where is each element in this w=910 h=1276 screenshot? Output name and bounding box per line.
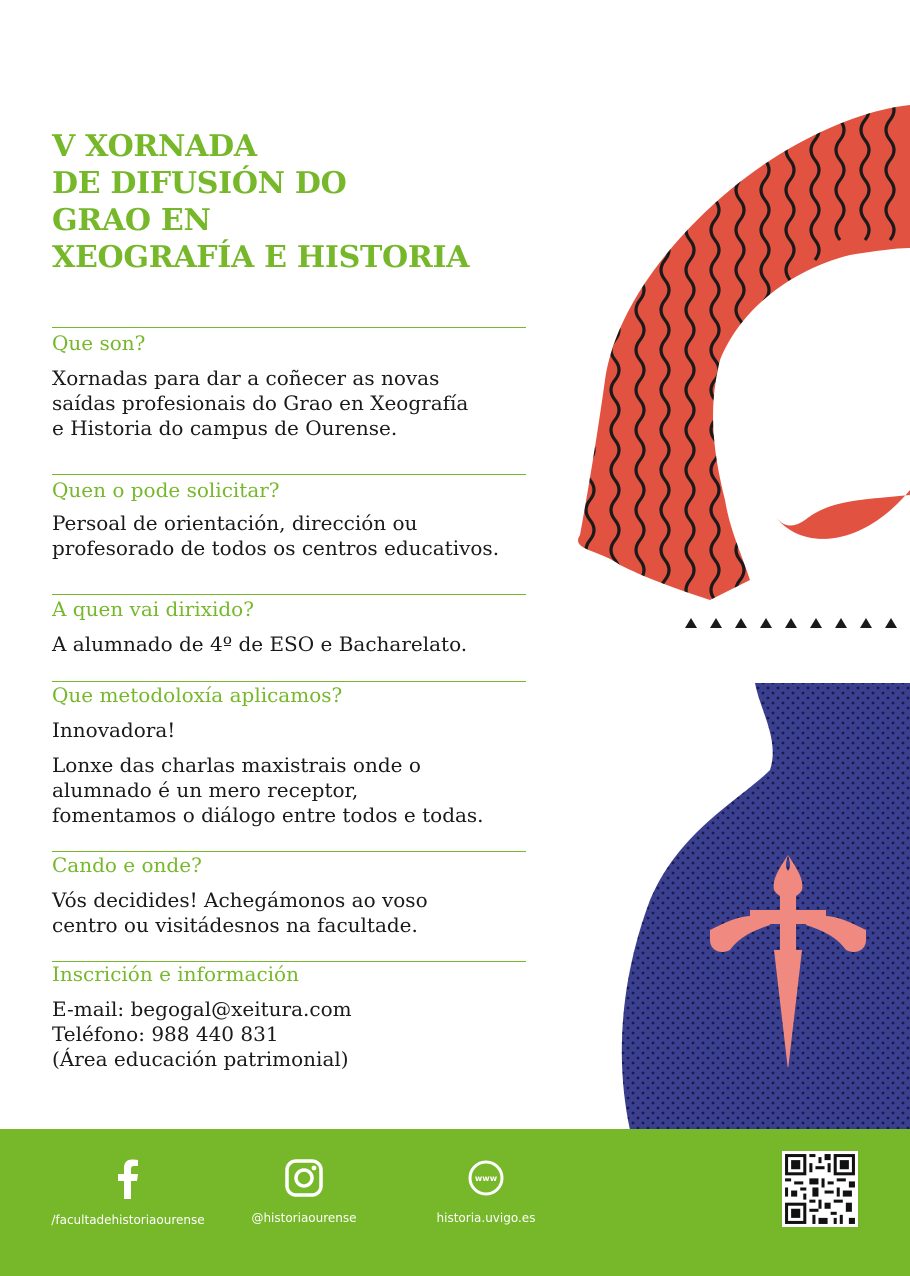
section-text-quen — [52, 511, 499, 561]
email-text[interactable]: E-mail: begogal@xeitura.com — [52, 997, 352, 1021]
section-text-a-quen — [52, 632, 467, 657]
title-line-3: GRAO EN — [52, 203, 211, 238]
web-icon — [467, 1159, 505, 1197]
text-line: A alumnado de 4º de ESO e Bacharelato. — [52, 632, 468, 656]
section-divider — [52, 474, 526, 475]
text-line: saídas profesionais do Grao en Xeografía — [52, 391, 469, 415]
decorative-illustration — [560, 80, 910, 1130]
section-heading-que-son: Que son? — [52, 331, 146, 355]
section-heading-metodoloxia: Que metodoloxía aplicamos? — [52, 683, 343, 707]
instagram-icon — [285, 1159, 323, 1197]
text-line: Persoal de orientación, dirección ou — [52, 511, 418, 535]
section-heading-inscricion: Inscrición e información — [52, 962, 299, 986]
facebook-icon — [117, 1159, 139, 1199]
section-divider — [52, 594, 526, 595]
title-line-1: V XORNADA — [52, 129, 257, 164]
decorative-trim — [685, 618, 897, 628]
text-line: alumnado é un mero receptor, — [52, 778, 359, 802]
text-line: e Historia do campus de Ourense. — [52, 416, 398, 440]
title-line-2: DE DIFUSIÓN DO — [52, 166, 347, 201]
title-line-4: XEOGRAFÍA E HISTORIA — [52, 240, 470, 275]
section-divider — [52, 327, 526, 328]
text-line: profesorado de todos os centros educativos. — [52, 536, 500, 560]
text-line: Xornadas para dar a coñecer as novas — [52, 366, 440, 390]
text-line: Innovadora! — [52, 718, 176, 742]
section-text-que-son — [52, 366, 468, 441]
instagram-label: @historiaourense — [251, 1211, 357, 1225]
navy-vase — [622, 683, 910, 1130]
footer-bar — [0, 1129, 910, 1276]
facebook-label: /facultadehistoriaourense — [51, 1213, 205, 1227]
facebook-link[interactable] — [38, 1159, 218, 1227]
qr-code[interactable] — [782, 1151, 858, 1227]
section-heading-cando: Cando e onde? — [52, 853, 202, 877]
text-line: Lonxe das charlas maxistrais onde o — [52, 753, 421, 777]
website-label: historia.uvigo.es — [436, 1211, 536, 1225]
poster-title — [52, 128, 469, 276]
website-link[interactable] — [396, 1159, 576, 1225]
section-heading-a-quen: A quen vai dirixido? — [52, 597, 254, 621]
text-line: fomentamos o diálogo entre todos e todas. — [52, 803, 484, 827]
section-text-innovadora — [52, 718, 175, 743]
instagram-link[interactable] — [214, 1159, 394, 1225]
section-divider — [52, 851, 526, 852]
section-divider — [52, 681, 526, 682]
section-heading-quen: Quen o pode solicitar? — [52, 478, 280, 502]
text-line: centro ou visitádesnos na facultade. — [52, 913, 418, 937]
phone-text[interactable]: Teléfono: 988 440 831 — [52, 1022, 279, 1046]
red-shape — [578, 100, 910, 600]
web-icon-text: www — [474, 1174, 498, 1183]
section-text-metodoloxia — [52, 753, 484, 828]
section-text-contact — [52, 997, 352, 1072]
text-line: Vós decidides! Achegámonos ao voso — [52, 888, 428, 912]
section-text-cando — [52, 888, 428, 938]
text-line: (Área educación patrimonial) — [52, 1047, 349, 1071]
